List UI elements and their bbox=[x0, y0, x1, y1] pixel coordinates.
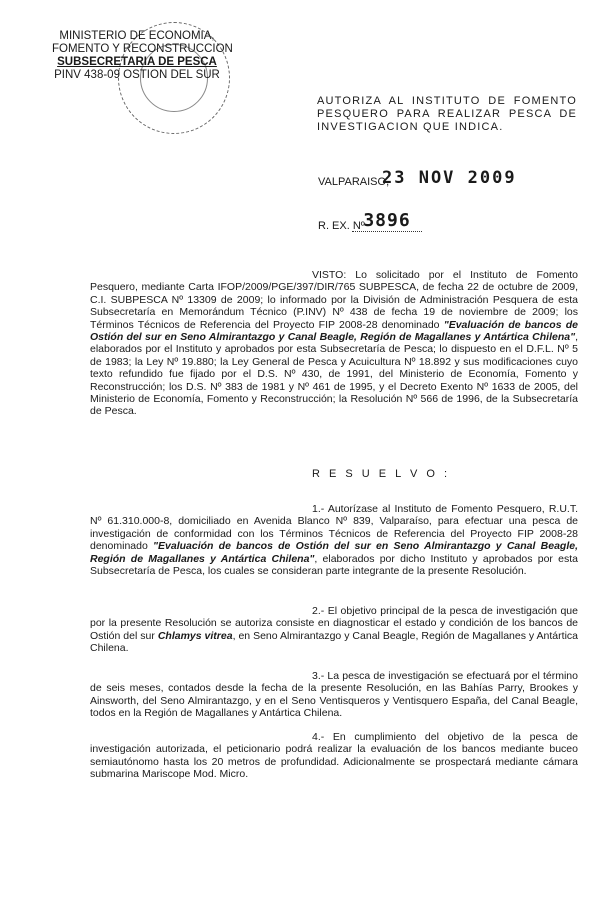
visto-rest: , elaborados por el Instituto y aprobados por esta Subsecretaría de Pesca; lo dispuesto en el D.F.L. Nº 5 de 1983; la Ley Nº 19.880; la Ley General de Pesca y Acuicultura Nº 18.892 y sus modificaciones cuyo texto refundido fue fijado por el D.S. Nº 430, de 1991, del Ministerio de Economía, Fomento y Reconstrucción; los D.S. Nº 383 de 1981 y Nº 461 de 1995, y el Decreto Exento Nº 1633 de 2005, del Ministerio de Economía, Fomento y Reconstrucción; la Resolución Nº 566 de 1996, de la Subsecretaría de Pesca. bbox=[90, 331, 578, 418]
resolution-number: 3896 bbox=[352, 210, 422, 232]
resuelvo-heading: R E S U E L V O : bbox=[312, 468, 451, 480]
letterhead-ministry: MINISTERIO DE ECONOMIA, bbox=[59, 30, 215, 42]
letterhead-reference: PINV 438-09 OSTION DEL SUR bbox=[54, 69, 220, 81]
visto-paragraph bbox=[90, 269, 578, 418]
resolution-label: R. EX. Nº bbox=[318, 220, 365, 232]
article-2-species: Chlamys vitrea bbox=[157, 629, 233, 642]
article-3 bbox=[90, 670, 578, 720]
letterhead bbox=[52, 30, 233, 82]
article-4-text: 4.- En cumplimiento del objetivo de la pesca de investigación autorizada, el peticionario podrá realizar la evaluación de los bancos mediante buceo semiautónomo hasta los 20 metros de profundidad. Adicionalmente se prospectará mediante cámara submarina Mariscope Mod. Micro. bbox=[90, 731, 578, 781]
visto-project-title: "Evaluación de bancos de Ostión del sur en Seno Almirantazgo y Canal Beagle, Región de Magallanes y Antártica Chilena" bbox=[90, 318, 578, 344]
article-2 bbox=[90, 605, 578, 655]
article-1-rest: , elaborados por dicho Instituto y aprobados por esta Subsecretaría de Pesca, los cuales se consideran parte integrante de la presente Resolución. bbox=[90, 552, 578, 578]
article-2-lead: 2.- El objetivo principal de la pesca de investigación que por la presente Resolución se autoriza consiste en diagnosticar el estado y condición de los bancos de Ostión del sur bbox=[90, 605, 578, 642]
visto-lead: VISTO: Lo solicitado por el Instituto de Fomento Pesquero, mediante Carta IFOP/2009/PGE/397/DIR/765 SUBPESCA, de fecha 22 de octubre de 2009, C.I. SUBPESCA Nº 13309 de 2009; lo informado por la División de Administración Pesquera de esta Subsecretaría en Memorándum Técnico (P.INV) Nº 438 de fecha 19 de noviembre de 2009; los Términos Técnicos de Referencia del Proyecto FIP 2008-28 denominado bbox=[90, 269, 578, 331]
place-label: VALPARAISO, bbox=[318, 176, 390, 188]
article-3-text: 3.- La pesca de investigación se efectuará por el término de seis meses, contados desde la fecha de la presente Resolución, en las Bahías Parry, Brookes y Ainsworth, del Seno Almirantazgo, y en el Seno Ventisqueros y Ventisquero España, del Canal Beagle, todos en la Región de Magallanes y Antártica Chilena. bbox=[90, 670, 578, 720]
article-1 bbox=[90, 503, 578, 577]
date-stamp: 23 NOV 2009 bbox=[382, 168, 517, 188]
letterhead-ministry-2: FOMENTO Y RECONSTRUCCION bbox=[52, 43, 233, 55]
article-1-project-title: "Evaluación de bancos de Ostión del sur en Seno Almirantazgo y Canal Beagle, Región de Magallanes y Antártica Chilena" bbox=[90, 540, 578, 565]
article-2-rest: , en Seno Almirantazgo y Canal Beagle, Región de Magallanes y Antártica Chilena. bbox=[90, 629, 578, 655]
document-title: AUTORIZA AL INSTITUTO DE FOMENTO PESQUERO PARA REALIZAR PESCA DE INVESTIGACION QUE INDICA. bbox=[317, 95, 577, 133]
letterhead-subsecretaria: SUBSECRETARIA DE PESCA bbox=[57, 56, 217, 68]
article-1-lead: 1.- Autorízase al Instituto de Fomento Pesquero, R.U.T. Nº 61.310.000-8, domiciliado en Avenida Blanco Nº 839, Valparaíso, para efectuar una pesca de investigación de conformidad con los Términos Técnicos de Referencia del Proyecto FIP 2008-28 denominado bbox=[90, 503, 578, 553]
article-4 bbox=[90, 731, 578, 781]
